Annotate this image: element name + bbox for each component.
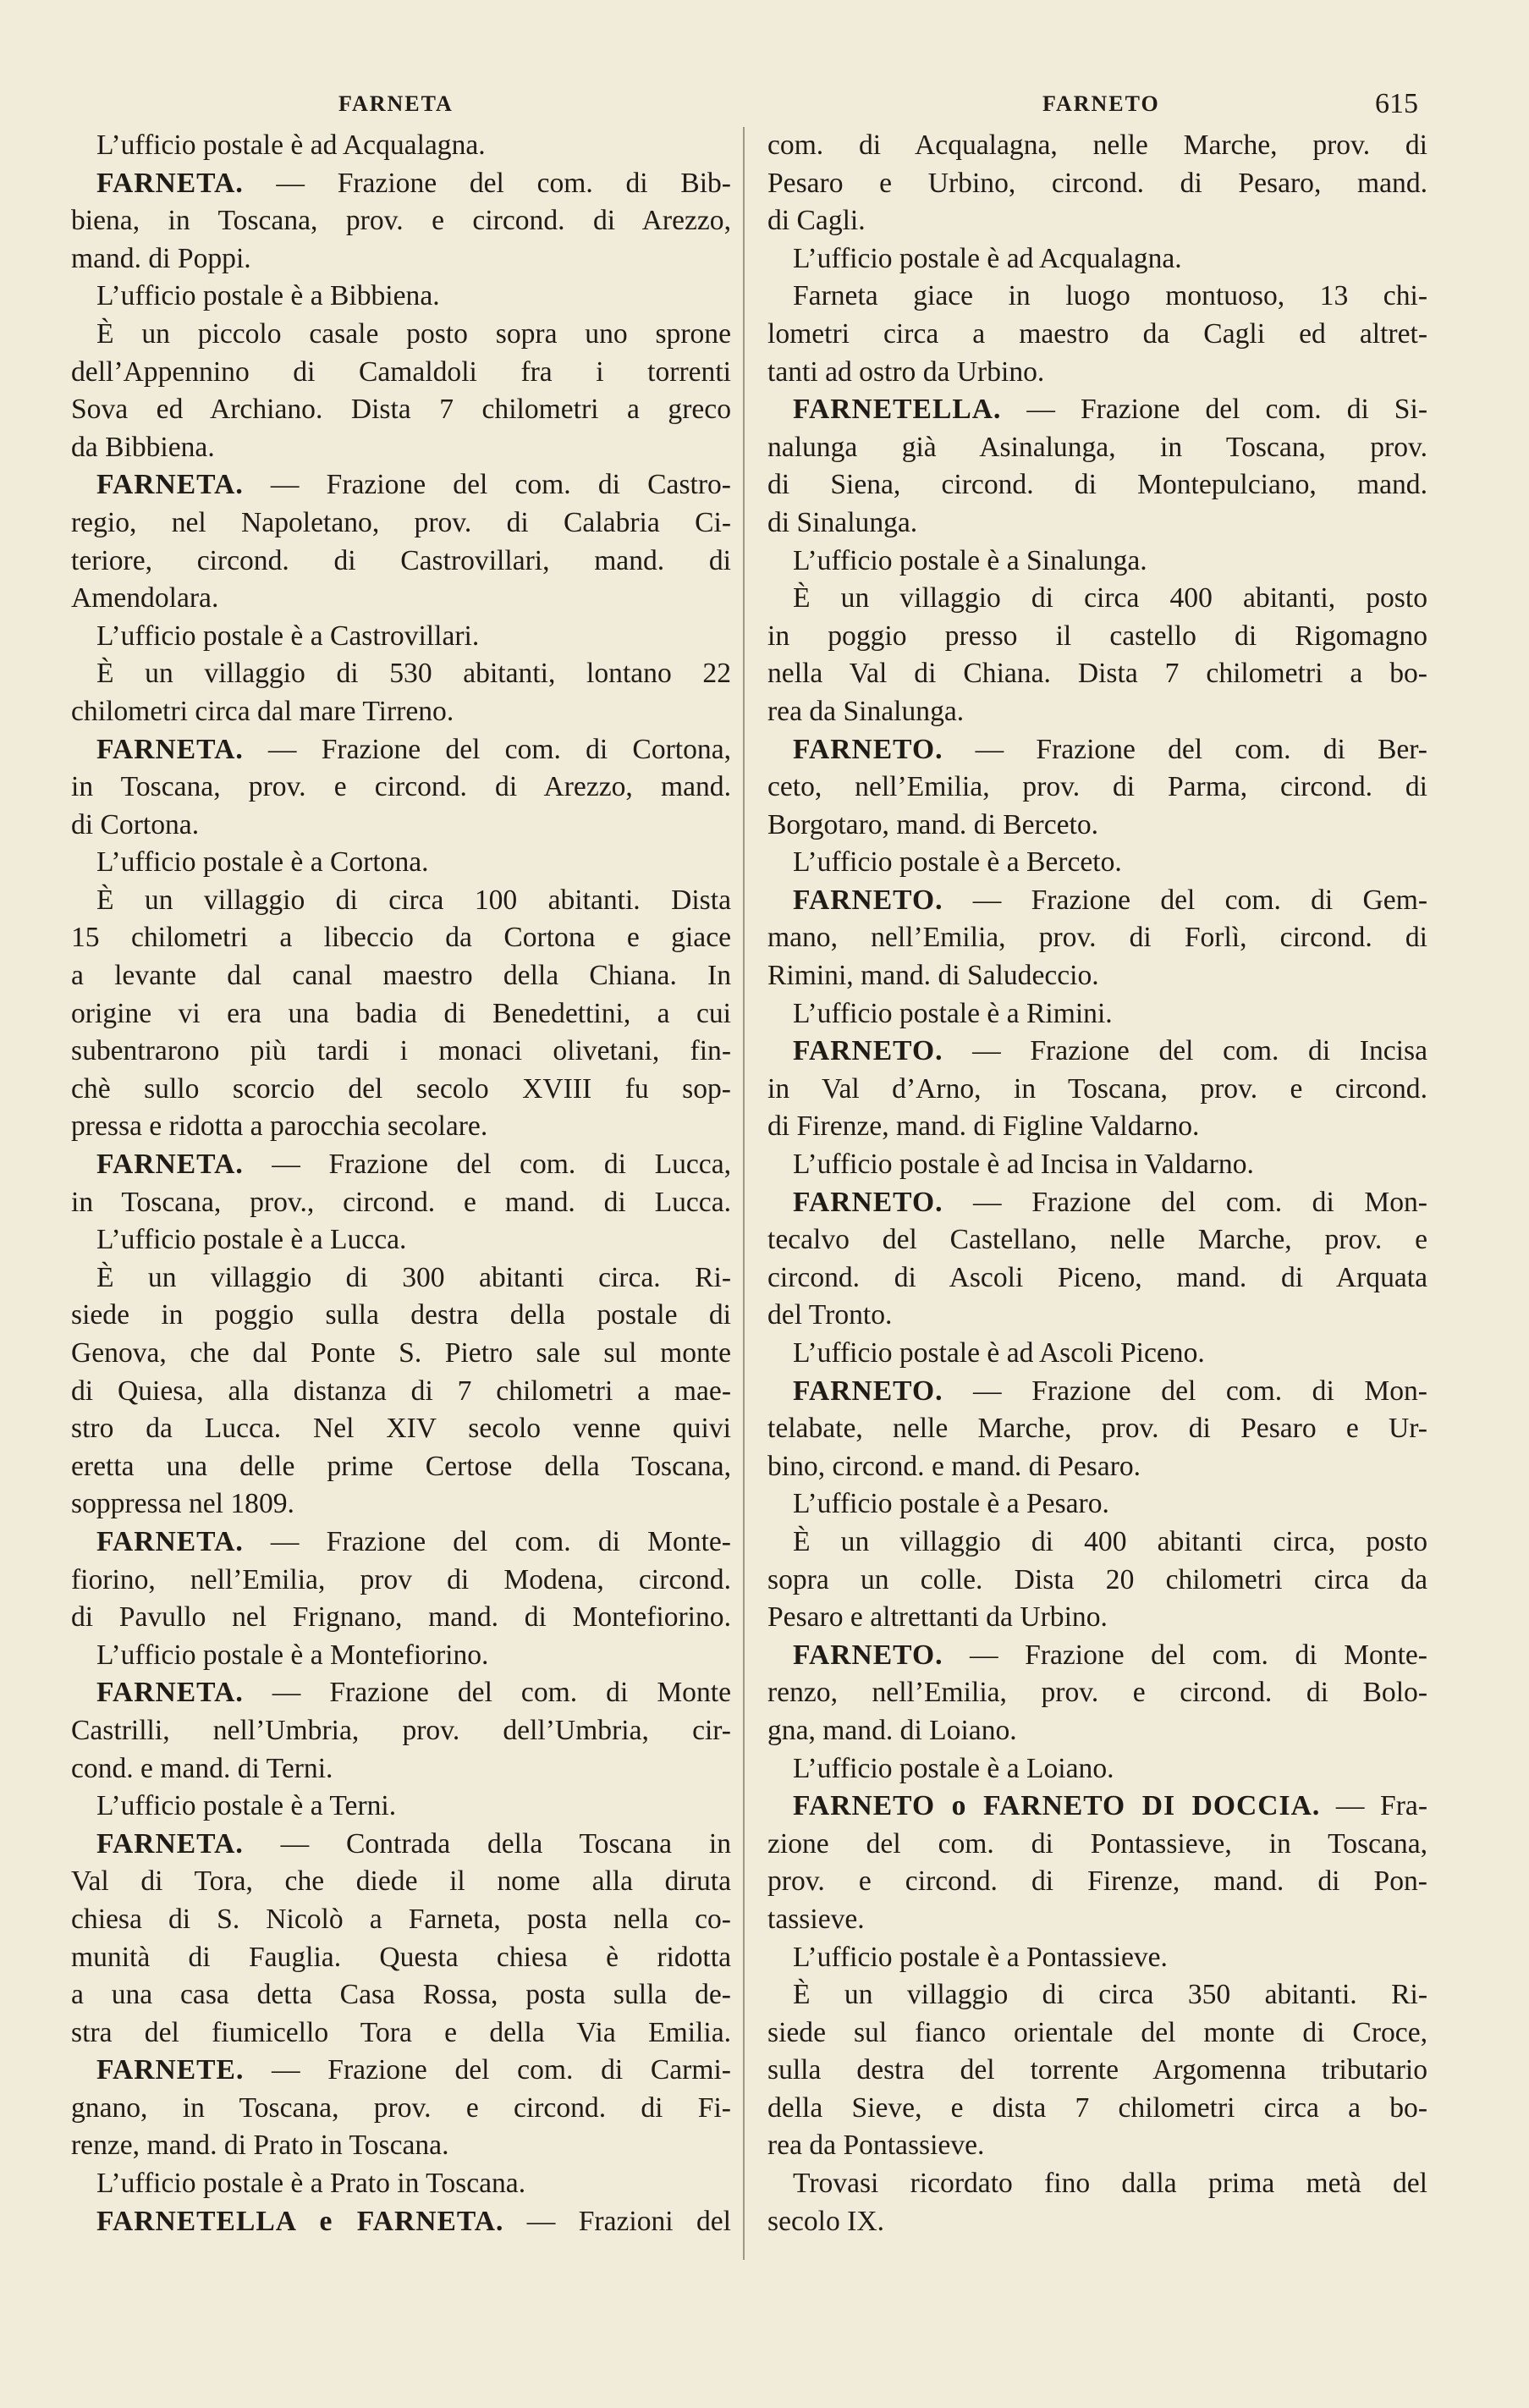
text-line: L’ufficio postale è ad Incisa in Valdarno. <box>793 1149 1254 1181</box>
entry-headword: FARNETELLA e FARNETA. <box>96 2205 504 2237</box>
text-line: bino, circond. e mand. di Pesaro. <box>767 1450 1141 1482</box>
text-line: tanti ad ostro da Urbino. <box>767 355 1045 388</box>
text-line: FARNETO. — Frazione del com. di Mon- <box>793 1186 1427 1218</box>
left-column <box>71 127 731 2240</box>
text-line: prov. e circond. di Firenze, mand. di Pon- <box>767 1865 1427 1898</box>
text-line: L’ufficio postale è ad Ascoli Piceno. <box>793 1337 1205 1369</box>
text-line: FARNETA. — Frazione del com. di Lucca, <box>96 1149 731 1181</box>
text-line: FARNETA. — Frazione del com. di Bib- <box>96 167 731 199</box>
text-line: gna, mand. di Loiano. <box>767 1714 1017 1746</box>
text-line: siede sul fianco orientale del monte di Croce, <box>767 2016 1427 2048</box>
text-line: FARNETA. — Contrada della Toscana in <box>96 1827 731 1860</box>
entry-headword: FARNETE. <box>96 2054 245 2086</box>
text-line: L’ufficio postale è a Pesaro. <box>793 1488 1109 1520</box>
text-line: teriore, circond. di Castrovillari, mand. di <box>71 544 731 576</box>
entry-headword: FARNETELLA. <box>793 394 1002 426</box>
column-divider <box>743 127 745 2260</box>
entry-headword: FARNETO. <box>793 884 943 916</box>
text-line: renzo, nell’Emilia, prov. e circond. di Bolo- <box>767 1677 1427 1709</box>
text-line: FARNETA. — Frazione del com. di Cortona, <box>96 733 731 765</box>
text-line: subentrarono più tardi i monaci olivetani, fin- <box>71 1035 731 1067</box>
entry-headword: FARNETA. <box>96 1149 244 1181</box>
text-line: FARNETO. — Frazione del com. di Mon- <box>793 1375 1427 1407</box>
text-line: Trovasi ricordato fino dalla prima metà del <box>793 2168 1427 2200</box>
text-line: È un villaggio di 300 abitanti circa. Ri- <box>96 1261 731 1293</box>
page-number: 615 <box>1375 88 1418 119</box>
text-line: FARNETE. — Frazione del com. di Carmi- <box>96 2054 731 2086</box>
text-line: Farneta giace in luogo montuoso, 13 chi- <box>793 280 1427 312</box>
text-line: Rimini, mand. di Saludeccio. <box>767 960 1099 992</box>
text-line: L’ufficio postale è a Berceto. <box>793 846 1122 879</box>
text-line: di Pavullo nel Frignano, mand. di Montefiorino. <box>71 1601 731 1634</box>
text-line: del Tronto. <box>767 1299 893 1331</box>
text-line: da Bibbiena. <box>71 431 215 463</box>
entry-headword: FARNETA. <box>96 1525 244 1557</box>
text-line: mand. di Poppi. <box>71 242 251 274</box>
text-line: FARNETA. — Frazione del com. di Monte- <box>96 1525 731 1557</box>
text-line: di Cagli. <box>767 205 866 237</box>
text-line: È un piccolo casale posto sopra uno sprone <box>96 317 731 350</box>
text-line: FARNETO. — Frazione del com. di Gem- <box>793 884 1427 916</box>
text-line: eretta una delle prime Certose della Toscana, <box>71 1450 731 1482</box>
text-line: È un villaggio di circa 350 abitanti. Ri- <box>793 1979 1427 2011</box>
running-head-right: FARNETO <box>1042 91 1160 116</box>
text-line: di Sinalunga. <box>767 506 918 538</box>
text-line: in Val d’Arno, in Toscana, prov. e circond. <box>767 1072 1427 1105</box>
text-line: a levante dal canal maestro della Chiana. In <box>71 960 731 992</box>
text-line: L’ufficio postale è a Sinalunga. <box>793 544 1147 576</box>
entry-headword: FARNETO. <box>793 733 943 765</box>
text-line: L’ufficio postale è a Rimini. <box>793 997 1113 1029</box>
text-line: lometri circa a maestro da Cagli ed altret- <box>767 317 1427 350</box>
text-line: Val di Tora, che diede il nome alla diruta <box>71 1865 731 1898</box>
text-line: in poggio presso il castello di Rigomagno <box>767 620 1427 652</box>
text-line: 15 chilometri a libeccio da Cortona e giace <box>71 922 731 954</box>
text-line: pressa e ridotta a parocchia secolare. <box>71 1110 488 1143</box>
text-line: L’ufficio postale è a Loiano. <box>793 1752 1114 1784</box>
text-line: L’ufficio postale è a Cortona. <box>96 846 429 879</box>
text-line: biena, in Toscana, prov. e circond. di Arezzo, <box>71 205 731 237</box>
entry-headword: FARNETO. <box>793 1639 943 1671</box>
text-line: dell’Appennino di Camaldoli fra i torrenti <box>71 355 731 388</box>
text-line: L’ufficio postale è ad Acqualagna. <box>96 129 486 161</box>
text-line: zione del com. di Pontassieve, in Toscana, <box>767 1827 1427 1860</box>
text-line: tecalvo del Castellano, nelle Marche, prov. e <box>767 1224 1427 1256</box>
text-line: rea da Pontassieve. <box>767 2130 985 2162</box>
text-line: regio, nel Napoletano, prov. di Calabria Ci- <box>71 506 731 538</box>
text-line: stra del fiumicello Tora e della Via Emilia. <box>71 2016 731 2048</box>
text-line: FARNETA. — Frazione del com. di Castro- <box>96 469 731 501</box>
text-line: Amendolara. <box>71 582 219 614</box>
text-line: chilometri circa dal mare Tirreno. <box>71 695 454 727</box>
text-line: sopra un colle. Dista 20 chilometri circa da <box>767 1563 1427 1595</box>
text-line: FARNETELLA. — Frazione del com. di Si- <box>793 394 1427 426</box>
text-line: Sova ed Archiano. Dista 7 chilometri a greco <box>71 394 731 426</box>
text-line: telabate, nelle Marche, prov. di Pesaro e Ur- <box>767 1413 1427 1445</box>
text-line: Castrilli, nell’Umbria, prov. dell’Umbria, cir- <box>71 1714 731 1746</box>
text-line: soppressa nel 1809. <box>71 1488 294 1520</box>
text-line: sulla destra del torrente Argomenna tributario <box>767 2054 1427 2086</box>
text-line: nella Val di Chiana. Dista 7 chilometri a bo- <box>767 658 1427 690</box>
text-line: L’ufficio postale è a Pontassieve. <box>793 1941 1168 1973</box>
text-line: com. di Acqualagna, nelle Marche, prov. di <box>767 129 1427 161</box>
text-line: renze, mand. di Prato in Toscana. <box>71 2130 449 2162</box>
right-column <box>767 127 1427 2240</box>
text-line: rea da Sinalunga. <box>767 695 965 727</box>
text-line: L’ufficio postale è ad Acqualagna. <box>793 242 1182 274</box>
text-line: gnano, in Toscana, prov. e circond. di Fi- <box>71 2091 731 2124</box>
text-line: Genova, che dal Ponte S. Pietro sale sul monte <box>71 1337 731 1369</box>
text-line: chè sullo scorcio del secolo XVIII fu sop- <box>71 1072 731 1105</box>
text-line: L’ufficio postale è a Terni. <box>96 1790 397 1822</box>
text-line: nalunga già Asinalunga, in Toscana, prov. <box>767 431 1427 463</box>
text-line: L’ufficio postale è a Prato in Toscana. <box>96 2168 526 2200</box>
entry-headword: FARNETO. <box>793 1375 943 1407</box>
text-line: FARNETO. — Frazione del com. di Incisa <box>793 1035 1427 1067</box>
text-line: mano, nell’Emilia, prov. di Forlì, circond. di <box>767 922 1427 954</box>
text-line: della Sieve, e dista 7 chilometri circa a bo- <box>767 2091 1427 2124</box>
text-line: Pesaro e altrettanti da Urbino. <box>767 1601 1108 1634</box>
text-line: FARNETA. — Frazione del com. di Monte <box>96 1677 731 1709</box>
text-line: stro da Lucca. Nel XIV secolo venne quivi <box>71 1413 731 1445</box>
entry-headword: FARNETA. <box>96 733 244 765</box>
entry-headword: FARNETA. <box>96 167 244 199</box>
text-line: L’ufficio postale è a Montefiorino. <box>96 1639 489 1671</box>
text-line: in Toscana, prov. e circond. di Arezzo, mand. <box>71 771 731 803</box>
text-line: FARNETO. — Frazione del com. di Ber- <box>793 733 1427 765</box>
text-line: di Firenze, mand. di Figline Valdarno. <box>767 1110 1200 1143</box>
text-line: di Cortona. <box>71 808 200 840</box>
text-line: FARNETO o FARNETO DI DOCCIA. — Fra- <box>793 1790 1428 1822</box>
text-line: fiorino, nell’Emilia, prov di Modena, circond. <box>71 1563 731 1595</box>
text-line: a una casa detta Casa Rossa, posta sulla de- <box>71 1979 731 2011</box>
text-line: L’ufficio postale è a Castrovillari. <box>96 620 480 652</box>
text-line: chiesa di S. Nicolò a Farneta, posta nella co- <box>71 1903 731 1935</box>
text-line: FARNETO. — Frazione del com. di Monte- <box>793 1639 1427 1671</box>
text-line: di Quiesa, alla distanza di 7 chilometri a mae- <box>71 1375 731 1407</box>
running-head-left: FARNETA <box>338 91 454 116</box>
text-line: È un villaggio di circa 400 abitanti, posto <box>793 582 1427 614</box>
text-line: circond. di Ascoli Piceno, mand. di Arquata <box>767 1261 1427 1293</box>
text-line: siede in poggio sulla destra della postale di <box>71 1299 731 1331</box>
text-line: Pesaro e Urbino, circond. di Pesaro, mand. <box>767 167 1427 199</box>
text-line: ceto, nell’Emilia, prov. di Parma, circond. di <box>767 771 1427 803</box>
text-line: FARNETELLA e FARNETA. — Frazioni del <box>96 2205 731 2237</box>
text-line: di Siena, circond. di Montepulciano, mand. <box>767 469 1427 501</box>
text-line: in Toscana, prov., circond. e mand. di Lucca. <box>71 1186 731 1218</box>
entry-headword: FARNETO. <box>793 1035 943 1067</box>
text-line: L’ufficio postale è a Bibbiena. <box>96 280 440 312</box>
text-line: Borgotaro, mand. di Berceto. <box>767 808 1099 840</box>
text-line: L’ufficio postale è a Lucca. <box>96 1224 407 1256</box>
text-line: È un villaggio di 400 abitanti circa, posto <box>793 1525 1427 1557</box>
text-line: tassieve. <box>767 1903 865 1935</box>
entry-headword: FARNETO o FARNETO DI DOCCIA. <box>793 1790 1321 1822</box>
entry-headword: FARNETA. <box>96 1677 244 1709</box>
entry-headword: FARNETA. <box>96 1827 244 1860</box>
text-line: origine vi era una badia di Benedettini, a cui <box>71 997 731 1029</box>
text-line: cond. e mand. di Terni. <box>71 1752 333 1784</box>
entry-headword: FARNETO. <box>793 1186 943 1218</box>
text-line: munità di Fauglia. Questa chiesa è ridotta <box>71 1941 731 1973</box>
text-line: È un villaggio di 530 abitanti, lontano 22 <box>96 658 731 690</box>
text-line: secolo IX. <box>767 2205 885 2237</box>
entry-headword: FARNETA. <box>96 469 244 501</box>
text-line: È un villaggio di circa 100 abitanti. Dista <box>96 884 731 916</box>
